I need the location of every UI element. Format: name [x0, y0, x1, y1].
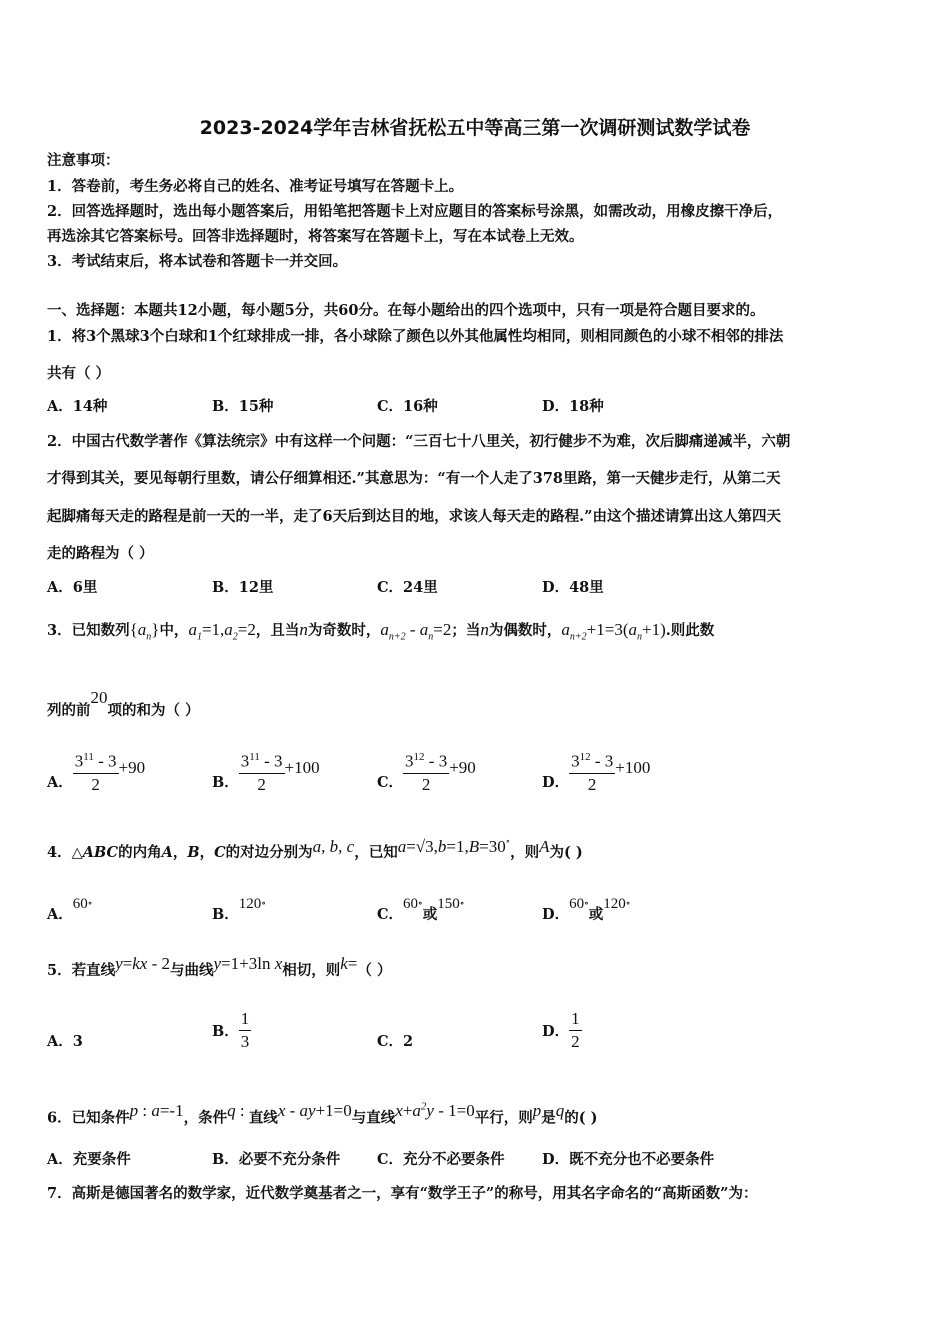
math-expression: $a_{n+2} - a_n=2$: [380, 620, 452, 643]
math-expression: y=kx - 2: [115, 954, 170, 973]
q4-option-c: C．60∘或150∘: [377, 896, 465, 923]
q5-option-d: D． $\frac{1}{2}$: [542, 1009, 580, 1051]
q6-option-d: D．既不充分也不必要条件: [542, 1151, 715, 1168]
math-expression: y=1+3ln x: [213, 954, 283, 973]
q1-option-c: C．16种: [377, 398, 438, 415]
question-1-text: 共有（ ）: [47, 365, 111, 382]
math-expression: a, b, c: [312, 837, 355, 856]
q2-option-d: D．48里: [542, 579, 604, 596]
q1-option-b: B．15种: [212, 398, 274, 415]
question-7-text: 7．高斯是德国著名的数学家，近代数学奠基者之一，享有“数学王子”的称号，用其名字命名的“高斯函数”为：: [47, 1185, 758, 1202]
q5-option-a: A．3: [47, 1033, 83, 1050]
notice-item: 3．考试结束后，将本试卷和答题卡一并交回。: [47, 253, 348, 270]
section-heading: 一、选择题：本题共12小题，每小题5分，共60分。在每小题给出的四个选项中，只有一项是符合题目要求的。: [47, 302, 765, 319]
q3-option-a: A． $\frac{3^{11} - 3}{2}$ +90: [47, 746, 145, 796]
q3-option-d: D． $\frac{3^{12} - 3}{2}$ +100: [542, 746, 650, 796]
math-expression: x - ay+1=0: [277, 1100, 352, 1120]
question-2-text: 2．中国古代数学著作《算法统宗》中有这样一个问题：“三百七十八里关，初行健步不为难，次后脚痛递减半，六朝: [47, 433, 791, 450]
q3-option-b: B． $\frac{3^{11} - 3}{2}$ +100: [212, 746, 320, 796]
question-1-text: 1．将3个黑球3个白球和1个红球排成一排，各小球除了颜色以外其他属性均相同，则相同颜色的小球不相邻的排法: [47, 328, 784, 345]
q3-option-c: C． $\frac{3^{12} - 3}{2}$ +90: [377, 746, 476, 796]
q4-option-b: B．120∘: [212, 896, 266, 923]
notice-item: 再选涂其它答案标号。回答非选择题时，将答案写在答题卡上，写在本试卷上无效。: [47, 228, 584, 245]
q5-option-b: B． $\frac{1}{3}$: [212, 1009, 250, 1051]
q6-option-a: A．充要条件: [47, 1151, 131, 1168]
notice-item: 2．回答选择题时，选出每小题答案后，用铅笔把答题卡上对应题目的答案标号涂黑，如需改动，用橡皮擦干净后，: [47, 203, 783, 220]
math-expression: p : a=-1: [129, 1100, 184, 1120]
q2-option-a: A．6里: [47, 579, 98, 596]
question-3-text: 3．已知数列$\{a_n\}$中，$a_1=1,a_2=2$，且当n为奇数时，$a_{n+2} - a_n=2$；当n为偶数时，$a_{n+2}+1=3(a_n+1)$.则此数: [47, 620, 715, 643]
q2-option-c: C．24里: [377, 579, 438, 596]
math-expression: a=√3,b=1,B=30∘: [397, 836, 511, 856]
math-expression: $a_{n+2}+1=3(a_n+1)$: [561, 620, 666, 643]
question-5-text: 5．若直线y=kx - 2与曲线y=1+3ln x相切，则k=（ ）: [47, 954, 392, 979]
notice-item: 1．答卷前，考生务必将自己的姓名、准考证号填写在答题卡上。: [47, 178, 464, 195]
page-title: 2023-2024学年吉林省抚松五中等高三第一次调研测试数学试卷: [199, 117, 751, 139]
question-6-text: 6．已知条件p : a=-1，条件q : 直线x - ay+1=0与直线$x+a^2y - 1=0$平行，则p是q的( ): [47, 1100, 598, 1127]
q6-option-b: B．必要不充分条件: [212, 1151, 341, 1168]
math-expression: $x+a^2y - 1=0$: [395, 1100, 475, 1120]
math-expression: $\{a_n\}$: [129, 620, 160, 643]
notice-heading: 注意事项：: [47, 152, 120, 169]
question-3-text: 列的前20项的和为（ ）: [47, 688, 200, 719]
question-2-text: 走的路程为（ ）: [47, 545, 154, 562]
question-2-text: 才得到其关，要见每朝行里数，请公仔细算相还.”其意思为：“有一个人走了378里路，第一天健步走行，从第二天: [47, 470, 781, 487]
q4-option-d: D．60∘或120∘: [542, 896, 631, 923]
q5-option-c: C．2: [377, 1033, 414, 1050]
q4-option-a: A．60∘: [47, 896, 93, 923]
q1-option-d: D．18种: [542, 398, 604, 415]
q1-option-a: A．14种: [47, 398, 108, 415]
math-expression: $a_1=1,a_2=2$: [188, 620, 256, 643]
question-2-text: 起脚痛每天走的路程是前一天的一半，走了6天后到达目的地，求该人每天走的路程.”由这个描述请算出这人第四天: [47, 508, 781, 525]
question-4-text: 4．△ABC的内角A，B，C的对边分别为a, b, c，已知a=√3,b=1,B=30∘，则A为( ): [47, 836, 583, 861]
q6-option-c: C．充分不必要条件: [377, 1151, 505, 1168]
q2-option-b: B．12里: [212, 579, 274, 596]
